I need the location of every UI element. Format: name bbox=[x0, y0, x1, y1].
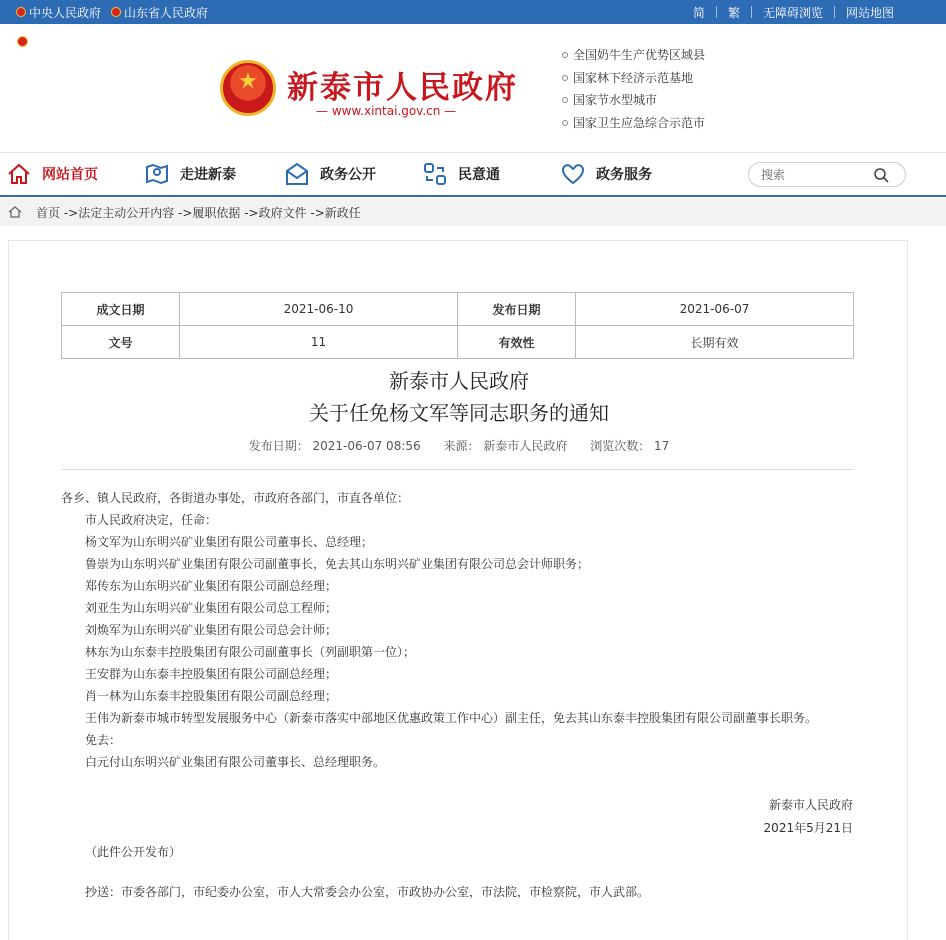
table-row bbox=[62, 293, 854, 326]
meta-key: 有效性 bbox=[458, 326, 576, 359]
meta-value: 11 bbox=[180, 326, 458, 359]
cc-line: 抄送：市委各部门，市纪委办公室，市人大常委会办公室，市政协办公室，市法院，市检察院，市人武部。 bbox=[85, 885, 650, 899]
divider bbox=[834, 6, 835, 18]
bullet-icon bbox=[562, 97, 568, 103]
search-icon[interactable] bbox=[873, 167, 889, 183]
top-bar bbox=[0, 0, 946, 24]
site-url: — www.xintai.gov.cn — bbox=[316, 104, 457, 118]
honor-item bbox=[562, 112, 705, 135]
body-line: 免去： bbox=[85, 733, 122, 747]
shandong-gov-link[interactable] bbox=[111, 4, 208, 21]
nav-gov-affairs-label: 政务公开 bbox=[320, 167, 376, 183]
nav-public-opinion[interactable] bbox=[422, 153, 500, 195]
body-line: 王安群为山东泰丰控股集团有限公司副总经理； bbox=[85, 667, 338, 681]
article-info: 发布日期： 2021-06-07 08:56 来源： 新泰市人民政府 浏览次数： 17 bbox=[248, 439, 670, 453]
link-icon bbox=[422, 161, 448, 187]
body-line: 林东为山东泰丰控股集团有限公司副董事长（列副职第一位）； bbox=[85, 645, 416, 659]
body-line: 肖一林为山东泰丰控股集团有限公司副总经理； bbox=[85, 689, 338, 703]
article-title-line1: 新泰市人民政府 bbox=[389, 369, 529, 393]
nav-gov-affairs[interactable] bbox=[284, 153, 376, 195]
publish-note-block bbox=[61, 841, 861, 863]
body-line: 王伟为新泰市城市转型发展服务中心（新泰市落实中部地区优惠政策工作中心）副主任，免去其山东泰丰控股集团有限公司副董事长职务。 bbox=[85, 711, 818, 725]
cc-block bbox=[61, 881, 861, 903]
body-line: 杨文军为山东明兴矿业集团有限公司董事长、总经理； bbox=[85, 535, 374, 549]
honor-text: 国家卫生应急综合示范市 bbox=[573, 115, 706, 130]
honor-item bbox=[562, 89, 705, 112]
home-icon bbox=[8, 205, 22, 219]
document-meta-table bbox=[61, 292, 854, 359]
body-line: 鲁崇为山东明兴矿业集团有限公司副董事长，免去其山东明兴矿业集团有限公司总会计师职务； bbox=[85, 557, 590, 571]
breadcrumb bbox=[0, 198, 946, 226]
site-title[interactable]: 新泰市人民政府 bbox=[287, 70, 518, 106]
signature: 新泰市人民政府 bbox=[768, 798, 853, 812]
national-emblem-logo-icon[interactable] bbox=[220, 60, 276, 116]
article-title-line2: 关于任免杨文军等同志职务的通知 bbox=[309, 401, 609, 425]
bullet-icon bbox=[562, 75, 568, 81]
article-body bbox=[61, 487, 861, 773]
nav-home-label: 网站首页 bbox=[42, 167, 98, 183]
simplified-chinese-link[interactable]: 简 bbox=[692, 5, 705, 20]
traditional-chinese-link[interactable]: 繁 bbox=[727, 5, 740, 20]
search-input[interactable] bbox=[761, 166, 871, 183]
main-nav bbox=[0, 152, 946, 196]
bullet-icon bbox=[562, 52, 568, 58]
nav-home[interactable] bbox=[6, 153, 98, 195]
nav-public-opinion-label: 民意通 bbox=[458, 167, 500, 183]
divider bbox=[716, 6, 717, 18]
nav-about[interactable] bbox=[144, 153, 236, 195]
honor-text: 国家节水型城市 bbox=[573, 93, 658, 108]
honor-text: 全国奶牛生产优势区域县 bbox=[573, 48, 706, 63]
article-panel bbox=[8, 240, 908, 940]
publish-note: （此件公开发布） bbox=[85, 845, 182, 859]
body-line: 刘焕军为山东明兴矿业集团有限公司总会计师； bbox=[85, 623, 338, 637]
meta-key: 发布日期 bbox=[458, 293, 576, 326]
body-line: 白元付山东明兴矿业集团有限公司董事长、总经理职务。 bbox=[85, 755, 386, 769]
bullet-icon bbox=[562, 120, 568, 126]
honor-item bbox=[562, 67, 705, 90]
central-gov-link[interactable] bbox=[16, 4, 101, 21]
body-line: 市人民政府决定，任命： bbox=[85, 513, 218, 527]
map-location-icon bbox=[144, 161, 170, 187]
body-line: 刘亚生为山东明兴矿业集团有限公司总工程师； bbox=[85, 601, 338, 615]
salutation: 各乡、镇人民政府，各街道办事处，市政府各部门，市直各单位： bbox=[61, 491, 410, 505]
honor-text: 国家林下经济示范基地 bbox=[573, 70, 694, 85]
nav-underline bbox=[0, 195, 946, 197]
heart-hand-icon bbox=[560, 161, 586, 187]
nav-services[interactable] bbox=[560, 153, 652, 195]
meta-key: 文号 bbox=[62, 326, 180, 359]
meta-key: 成文日期 bbox=[62, 293, 180, 326]
signature-date: 2021年5月21日 bbox=[763, 821, 853, 835]
site-header bbox=[0, 24, 946, 152]
national-emblem-icon bbox=[111, 7, 121, 17]
shandong-gov-label: 山东省人民政府 bbox=[124, 5, 209, 20]
meta-value: 2021-06-10 bbox=[180, 293, 458, 326]
divider bbox=[61, 469, 854, 470]
accessibility-link[interactable]: 无障碍浏览 bbox=[762, 5, 823, 20]
body-line: 郑传东为山东明兴矿业集团有限公司副总经理； bbox=[85, 579, 338, 593]
nav-about-label: 走进新泰 bbox=[180, 167, 236, 183]
meta-value: 长期有效 bbox=[576, 326, 854, 359]
table-row bbox=[62, 326, 854, 359]
breadcrumb-text[interactable]: 首页 ->法定主动公开内容 ->履职依据 ->政府文件 ->新政任 bbox=[36, 205, 361, 220]
honor-item bbox=[562, 44, 705, 67]
sitemap-link[interactable]: 网站地图 bbox=[845, 5, 894, 20]
meta-value: 2021-06-07 bbox=[576, 293, 854, 326]
honors-list bbox=[562, 44, 705, 134]
envelope-icon bbox=[284, 161, 310, 187]
party-emblem-icon bbox=[17, 36, 28, 47]
home-icon bbox=[6, 161, 32, 187]
nav-services-label: 政务服务 bbox=[596, 167, 652, 183]
search-box bbox=[748, 162, 906, 187]
divider bbox=[751, 6, 752, 18]
central-gov-label: 中央人民政府 bbox=[29, 5, 102, 20]
national-emblem-icon bbox=[16, 7, 26, 17]
